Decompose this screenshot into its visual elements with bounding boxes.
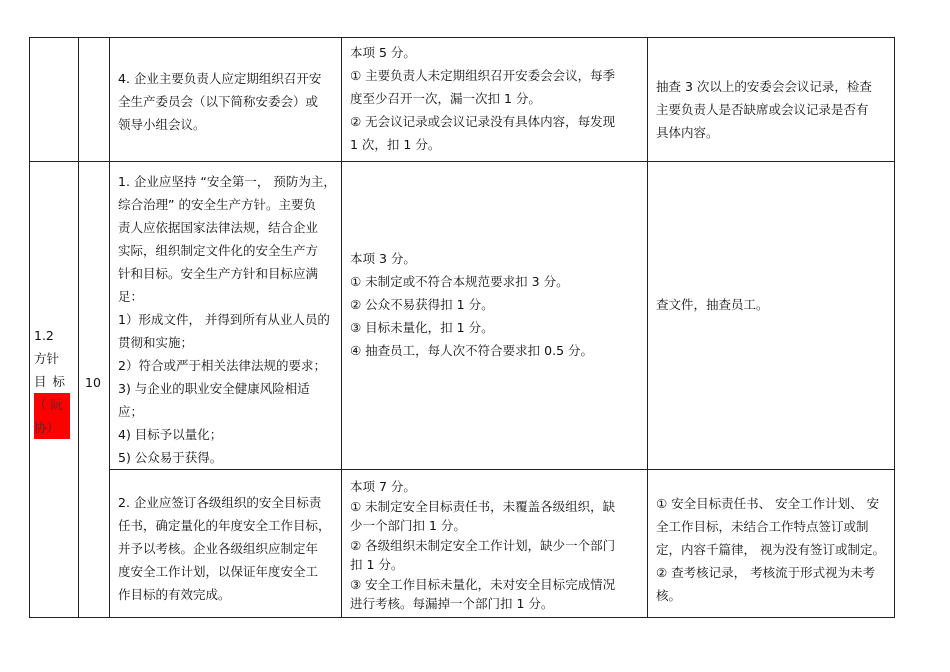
table-row	[30, 470, 895, 618]
text-line: 度至少召开一次，漏一次扣 1 分。	[350, 91, 541, 106]
text-line: ① 主要负责人未定期组织召开安委会会议，每季	[350, 68, 616, 83]
section-cell-empty	[30, 38, 79, 162]
text-line: 作目标的有效完成。	[118, 587, 231, 602]
method-cell	[648, 470, 895, 618]
table-row	[30, 38, 895, 162]
text-line: ① 未制定或不符合本规范要求扣 3 分。	[350, 274, 569, 289]
text-line: 抽查 3 次以上的安委会会议记录，检查	[656, 79, 872, 94]
score-cell	[79, 162, 110, 618]
requirement-cell	[110, 470, 342, 618]
text-line: ② 无会议记录或会议记录没有具体内容，每发现	[350, 114, 616, 129]
highlight-mark: （ 阮	[34, 393, 70, 416]
text-line: 4) 目标予以量化；	[118, 427, 223, 442]
text-line: 少一个部门扣 1 分。	[350, 518, 466, 533]
text-line: ② 公众不易获得扣 1 分。	[350, 297, 494, 312]
score-cell-empty	[79, 38, 110, 162]
text-line: 本项 3 分。	[350, 251, 416, 266]
text-line: 任书，确定量化的年度安全工作目标，	[118, 518, 331, 533]
text-line: 本项 5 分。	[350, 45, 416, 60]
text-line: 足：	[118, 289, 144, 304]
text-line: 全生产委员会（以下简称安委会）或	[118, 94, 319, 109]
text-line: 综合治理” 的安全生产方针。主要负	[118, 197, 316, 212]
text-line: 5) 公众易于获得。	[118, 450, 223, 465]
text-line: 进行考核。每漏掉一个部门扣 1 分。	[350, 596, 554, 611]
text-line: ① 安全目标责任书、 安全工作计划、 安	[656, 496, 880, 511]
text-line: 并予以考核。企业各级组织应制定年	[118, 541, 319, 556]
section-name-2: 目标	[34, 374, 72, 389]
highlight-mark-2: 协）	[34, 416, 70, 439]
scoring-cell	[342, 470, 648, 618]
text-line: ② 查考核记录， 考核流于形式视为未考	[656, 565, 876, 580]
text-line: 度安全工作计划，以保证年度安全工	[118, 564, 319, 579]
table-row	[30, 162, 895, 470]
text-line: 针和目标。安全生产方针和目标应满	[118, 266, 319, 281]
scoring-cell	[342, 38, 648, 162]
text-line: 贯彻和实施；	[118, 335, 194, 350]
text-line: 扣 1 分。	[350, 557, 404, 572]
scoring-table	[29, 37, 895, 618]
method-cell	[648, 162, 895, 470]
text-line: 核。	[656, 588, 682, 603]
text-line: ④ 抽查员工，每人次不符合要求扣 0.5 分。	[350, 343, 594, 358]
text-line: 1）形成文件， 并得到所有从业人员的	[118, 312, 330, 327]
text-line: 领导小组会议。	[118, 117, 206, 132]
scoring-cell	[342, 162, 648, 470]
text-line: 1. 企业应坚持 “安全第一， 预防为主，	[118, 174, 336, 189]
text-line: ② 各级组织未制定安全工作计划，缺少一个部门	[350, 537, 616, 553]
text-line: ① 未制定安全目标责任书，未覆盖各级组织，缺	[350, 498, 616, 514]
text-line: 2）符合或严于相关法律法规的要求；	[118, 358, 326, 373]
text-line: ③ 安全工作目标未量化，未对安全目标完成情况	[350, 576, 616, 592]
text-line: 实际，组织制定文件化的安全生产方	[118, 243, 319, 258]
text-line: 责人应依据国家法律法规，结合企业	[118, 220, 319, 235]
method-cell	[648, 38, 895, 162]
section-name: 方针	[34, 351, 60, 366]
text-line: 定，内容千篇律， 视为没有签订或制定。	[656, 542, 885, 557]
text-line: 2. 企业应签订各级组织的安全目标责	[118, 495, 322, 510]
text-line: 应；	[118, 404, 144, 419]
text-line: 具体内容。	[656, 125, 719, 140]
text-line: ③ 目标未量化，扣 1 分。	[350, 320, 494, 335]
text-line: 主要负责人是否缺席或会议记录是否有	[656, 102, 869, 117]
text-line: 查文件，抽查员工。	[656, 297, 769, 312]
section-number: 1.2	[34, 328, 54, 343]
section-cell	[30, 162, 79, 618]
text-line: 4. 企业主要负责人应定期组织召开安	[118, 71, 322, 86]
text-line: 本项 7 分。	[350, 479, 416, 494]
text-line: 1 次，扣 1 分。	[350, 137, 441, 152]
text-line: 全工作目标，未结合工作特点签订或制	[656, 519, 869, 534]
requirement-cell	[110, 162, 342, 470]
text-line: 3) 与企业的职业安全健康风险相适	[118, 381, 310, 396]
requirement-cell	[110, 38, 342, 162]
section-score: 10	[85, 375, 101, 390]
